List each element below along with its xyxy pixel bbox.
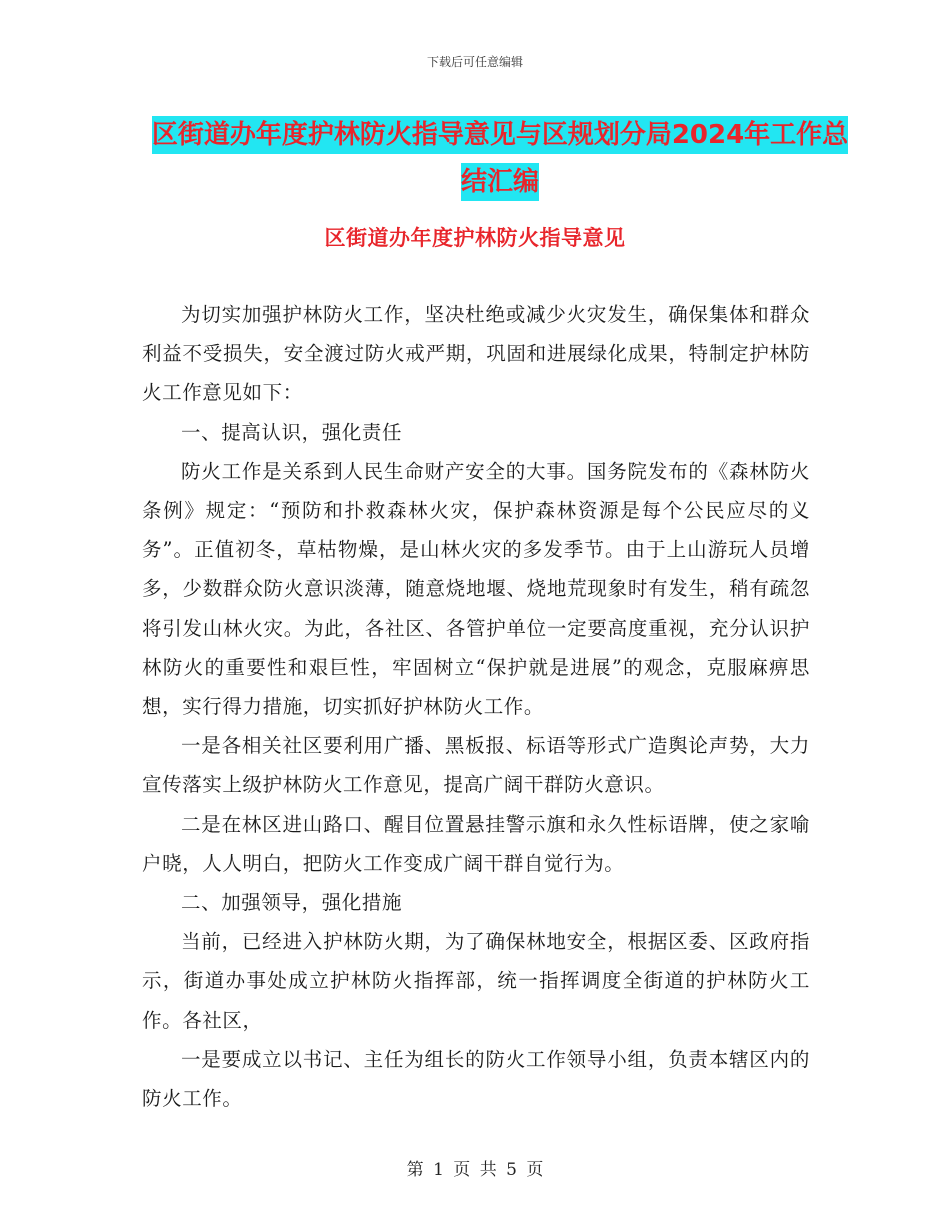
page-footer: 第 1 页 共 5 页 [406,1160,544,1180]
paragraph-heading-2: 二、加强领导，强化措施 [181,891,403,915]
paragraph-heading-1: 一、提高认识，强化责任 [181,420,403,444]
paragraph-point-1: 一是各相关社区要利用广播、黑板报、标语等形式广造舆论声势，大力宣传落实上级护林防火工作意见，提高广阔干群防火意识。 [142,734,810,797]
paragraph-point-2: 二是在林区进山路口、醒目位置悬挂警示旗和永久性标语牌，使之家喻户晓，人人明白，把防火工作变成广阔干群自觉行为。 [142,812,810,875]
paragraph-leadership: 当前，已经进入护林防火期，为了确保林地安全，根据区委、区政府指示，街道办事处成立护林防火指挥部，统一指挥调度全街道的护林防火工作。各社区， [142,930,810,1032]
paragraph-importance: 防火工作是关系到人民生命财产安全的大事。国务院发布的《森林防火条例》规定：“预防和扑救森林火灾，保护森林资源是每个公民应尽的义务”。正值初冬，草枯物燥，是山林火灾的多发季节。由于上山游玩人员增多，少数群众防火意识淡薄，随意烧地堰、烧地荒现象时有发生，稍有疏忽将引发山林火灾。为此，各社区、各管护单位一定要高度重视，充分认识护林防火的重要性和艰巨性，牢固树立“保护就是进展”的观念，克服麻痹思想，实行得力措施，切实抓好护林防火工作。 [142,459,810,719]
document-title [150,112,850,206]
header-note: 下载后可任意编辑 [426,55,523,69]
document-body [142,295,810,1118]
document-title-text: 区街道办年度护林防火指导意见与区规划分局2024年工作总结汇编 [152,116,848,201]
section-title: 区街道办年度护林防火指导意见 [324,226,626,250]
paragraph-point-3: 一是要成立以书记、主任为组长的防火工作领导小组，负责本辖区内的防火工作。 [142,1047,810,1111]
paragraph-intro: 为切实加强护林防火工作，坚决杜绝或减少火灾发生，确保集体和群众利益不受损失，安全渡过防火戒严期，巩固和进展绿化成果，特制定护林防火工作意见如下： [142,303,810,405]
